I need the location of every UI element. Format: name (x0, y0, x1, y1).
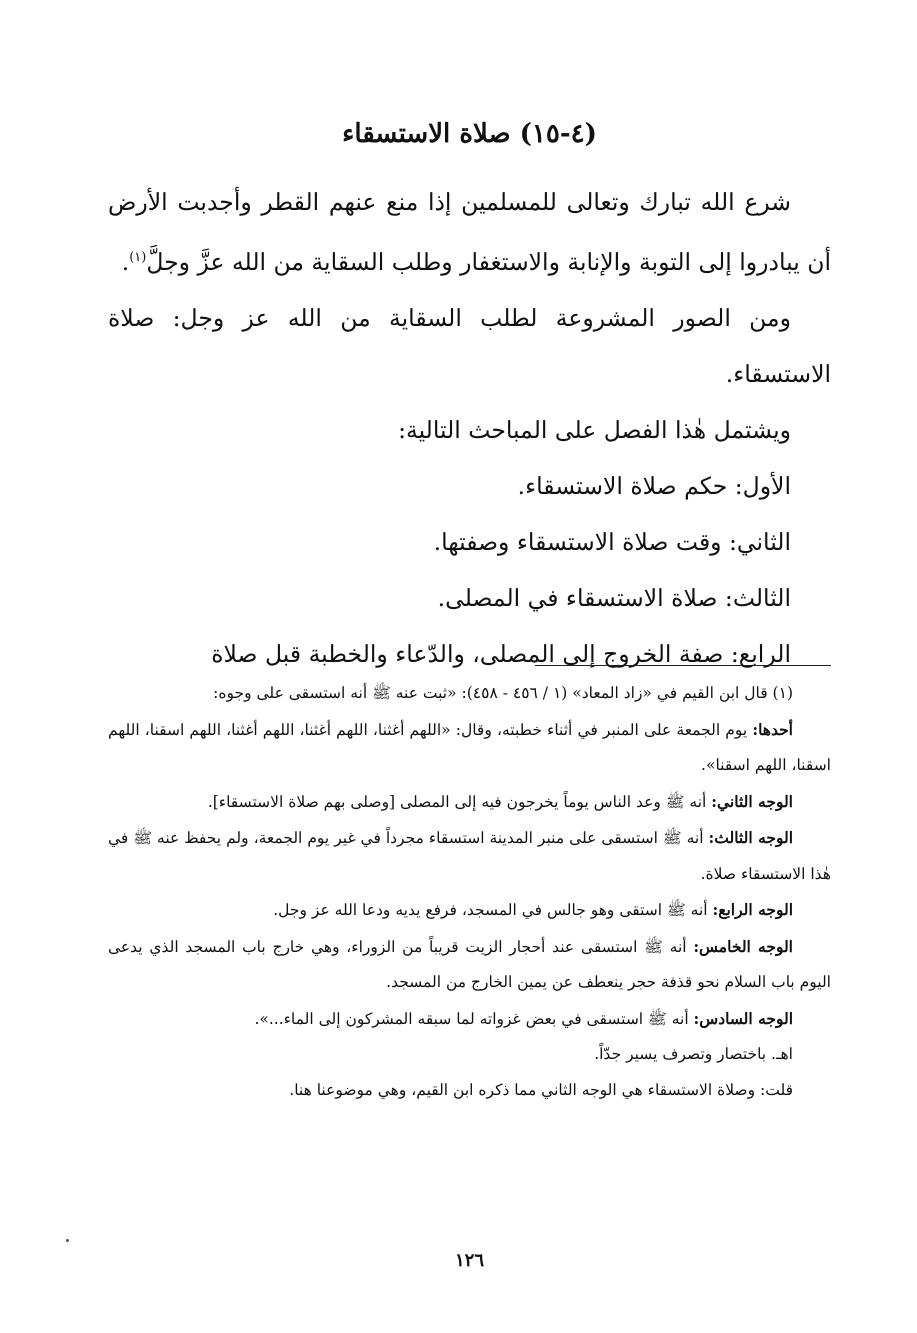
scan-speck (66, 1239, 69, 1242)
main-text (108, 174, 831, 682)
footnote-item-text: أنه ﷺ استسقى في بعض غزواته لما سبقه المشركون إلى الماء...». (254, 1009, 694, 1028)
footnote-item-label: الوجه الثالث: (708, 828, 793, 847)
footnote-item-label: الوجه الرابع: (712, 900, 793, 919)
chapter-contents-intro: ويشتمل هٰذا الفصل على المباحث التالية: (398, 415, 791, 444)
book-page (108, 0, 831, 1333)
footnote-item-text: يوم الجمعة على المنبر في أثناء خطبته، وقال: «اللهم أغثنا، اللهم أغثنا، اللهم أغثنا، اللهم اسقنا، اللهم اسقنا، اللهم اسقنا». (108, 720, 831, 774)
footnote-item (108, 784, 831, 821)
footnote-reference[interactable]: (١) (129, 250, 147, 265)
footnote-item-label: أحدها: (752, 719, 793, 739)
intro-end: . (121, 247, 130, 276)
topic-item-3: الثالث: صلاة الاستسقاء في المصلى. (437, 583, 791, 612)
footnote-item-label: الوجه السادس: (693, 1008, 793, 1028)
footnotes (108, 676, 831, 1108)
topic-item-1: الأول: حكم صلاة الاستسقاء. (517, 471, 791, 500)
footnote-intro: (١) قال ابن القيم في «زاد المعاد» (١ / ٤٥٦ - ٤٥٨): «ثبت عنه ﷺ أنه استسقى على وجوه: (213, 684, 793, 702)
intro-paragraph (108, 174, 831, 290)
footnote-item-text: أنه ﷺ استسقى عند أحجار الزيت قريباً من الزوراء، وهي خارج باب المسجد الذي يدعى اليوم باب السلام نحو قذفة حجر ينعطف عن يمين الخارج من المسجد. (108, 937, 831, 991)
section-title: (٤-١٥) صلاة الاستسقاء (342, 119, 597, 149)
footnote-item-text: أنه ﷺ استقى وهو جالس في المسجد، فرفع يديه ودعا الله عز وجل. (273, 901, 713, 919)
footnote-item (108, 712, 831, 784)
footnote-item (108, 892, 831, 929)
footnote-author-note: قلت: وصلاة الاستسقاء هي الوجه الثاني مما ذكره ابن القيم، وهي موضوعنا هنا. (289, 1080, 793, 1099)
footnote-item-label: الوجه الخامس: (693, 936, 793, 956)
footnote-item-label: الوجه الثاني: (711, 791, 793, 811)
topic-item-2: الثاني: وقت صلاة الاستسقاء وصفتها. (433, 527, 791, 556)
footnote-item-text: أنه ﷺ استسقى على منبر المدينة استسقاء مجرداً في غير يوم الجمعة، ولم يحفظ عنه ﷺ في هٰذا الاستسقاء صلاة. (108, 829, 831, 883)
topic-item-4: الرابع: صفة الخروج إلى المصلى، والدّعاء والخطبة قبل صلاة (211, 639, 791, 668)
footnote-closing: اهـ. باختصار وتصرف يسير جدّاً. (594, 1045, 793, 1063)
footnote-item-text: أنه ﷺ وعد الناس يوماً يخرجون فيه إلى المصلى [وصلى بهم صلاة الاستسقاء]. (207, 792, 712, 811)
footnote-item (108, 820, 831, 892)
footnote-item (108, 929, 831, 1001)
intro-text: شرع الله تبارك وتعالى للمسلمين إذا منع عنهم القطر وأجدبت الأرض أن يبادروا إلى التوبة والإنابة والاستغفار وطلب السقاية من الله عزَّ وجلَّ (108, 188, 831, 276)
forms-paragraph: ومن الصور المشروعة لطلب السقاية من الله عز وجل: صلاة الاستسقاء. (108, 303, 831, 388)
page-number: ١٢٦ (454, 1250, 484, 1271)
footnote-item (108, 1001, 831, 1038)
footnote-divider (535, 665, 831, 666)
